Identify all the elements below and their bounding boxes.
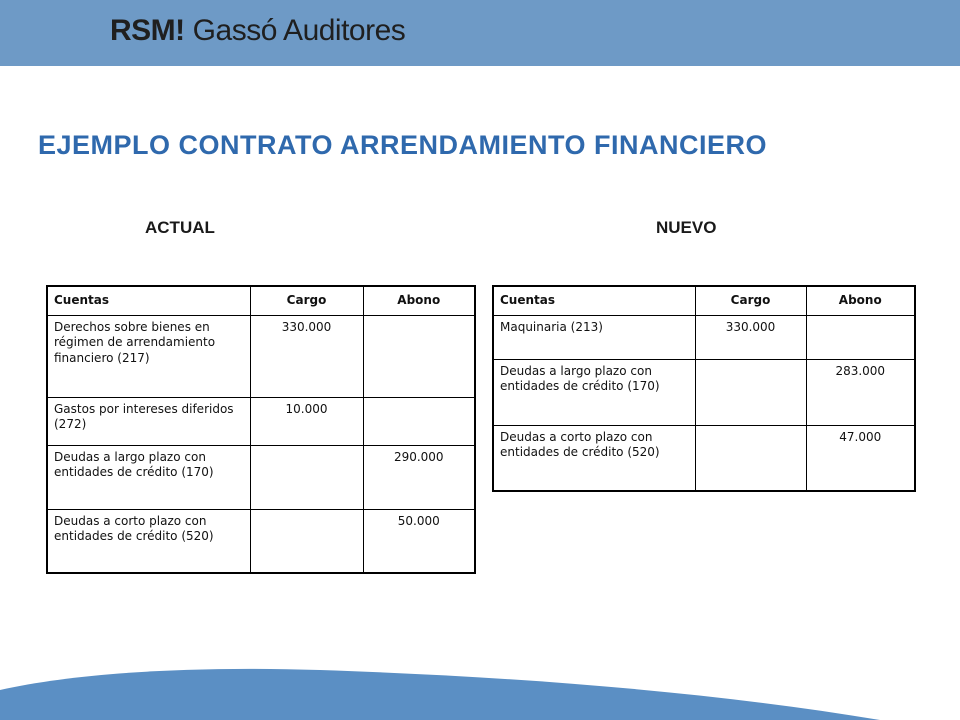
company-logo xyxy=(110,14,405,54)
abono-cell: 290.000 xyxy=(363,445,475,509)
cargo-cell: 10.000 xyxy=(250,397,363,445)
account-cell: Derechos sobre bienes en régimen de arrendamiento financiero (217) xyxy=(47,315,250,397)
footer-wave xyxy=(0,660,960,720)
account-cell: Deudas a corto plazo con entidades de crédito (520) xyxy=(493,425,695,491)
logo-firm-name: Gassó Auditores xyxy=(192,14,406,47)
nuevo-label: NUEVO xyxy=(656,218,717,237)
column-header-cuentas: Cuentas xyxy=(47,286,250,315)
column-header-cuentas: Cuentas xyxy=(493,286,695,315)
abono-cell: 47.000 xyxy=(806,425,915,491)
column-header-cargo: Cargo xyxy=(250,286,363,315)
nuevo-table xyxy=(492,285,916,492)
abono-cell xyxy=(363,397,475,445)
account-cell: Deudas a largo plazo con entidades de crédito (170) xyxy=(493,359,695,425)
logo-brand-mark: ! xyxy=(175,14,185,47)
cargo-cell: 330.000 xyxy=(250,315,363,397)
table-row xyxy=(493,359,915,425)
table-row xyxy=(47,509,475,573)
cargo-cell: 330.000 xyxy=(695,315,806,359)
table-row xyxy=(47,315,475,397)
table-header-row xyxy=(493,286,915,315)
column-header-abono: Abono xyxy=(363,286,475,315)
abono-cell: 283.000 xyxy=(806,359,915,425)
table-row xyxy=(493,315,915,359)
column-header-cargo: Cargo xyxy=(695,286,806,315)
account-cell: Deudas a largo plazo con entidades de crédito (170) xyxy=(47,445,250,509)
cargo-cell xyxy=(250,445,363,509)
account-cell: Deudas a corto plazo con entidades de crédito (520) xyxy=(47,509,250,573)
account-cell: Maquinaria (213) xyxy=(493,315,695,359)
abono-cell xyxy=(363,315,475,397)
slide-title: EJEMPLO CONTRATO ARRENDAMIENTO FINANCIERO xyxy=(38,130,768,160)
table-row xyxy=(493,425,915,491)
header-bar xyxy=(0,0,960,66)
table-row xyxy=(47,397,475,445)
table-row xyxy=(47,445,475,509)
table-header-row xyxy=(47,286,475,315)
cargo-cell xyxy=(695,425,806,491)
abono-cell xyxy=(806,315,915,359)
abono-cell: 50.000 xyxy=(363,509,475,573)
column-header-abono: Abono xyxy=(806,286,915,315)
logo-brand: RSM xyxy=(110,14,176,47)
cargo-cell xyxy=(250,509,363,573)
account-cell: Gastos por intereses diferidos (272) xyxy=(47,397,250,445)
cargo-cell xyxy=(695,359,806,425)
actual-table xyxy=(46,285,476,574)
actual-label: ACTUAL xyxy=(145,218,215,237)
